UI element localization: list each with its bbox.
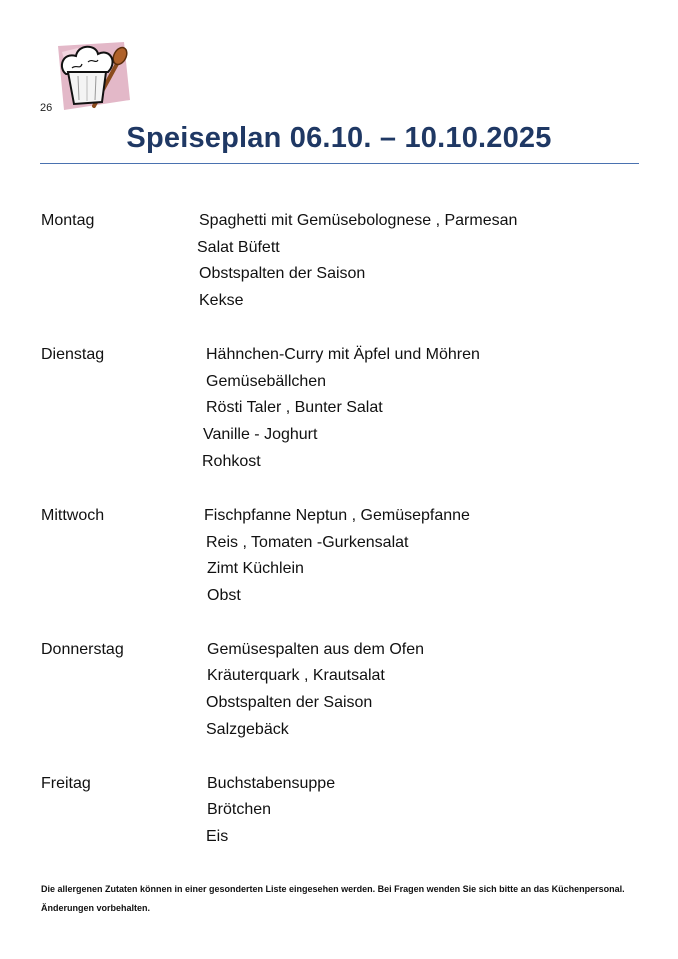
menu-item: Zimt Küchlein (207, 560, 304, 577)
menu-item: Vanille - Joghurt (203, 426, 318, 443)
day-label-mittwoch: Mittwoch (41, 507, 105, 524)
day-label-freitag: Freitag (41, 775, 91, 792)
menu-item: Rösti Taler , Bunter Salat (206, 399, 383, 416)
day-label-donnerstag: Donnerstag (41, 641, 124, 658)
menu-item: Salzgebäck (206, 721, 289, 738)
menu-item: Gemüsebällchen (206, 373, 327, 390)
menu-item: Hähnchen-Curry mit Äpfel und Möhren (206, 346, 480, 363)
menu-item: Kekse (199, 292, 244, 309)
menu-item: Gemüsespalten aus dem Ofen (207, 641, 425, 658)
menu-item: Rohkost (202, 453, 261, 470)
menu-item: Obstspalten der Saison (206, 694, 373, 711)
menu-item: Reis , Tomaten -Gurkensalat (206, 534, 409, 551)
menu-item: Obstspalten der Saison (199, 265, 366, 282)
menu-item: Spaghetti mit Gemüsebolognese , Parmesan (199, 212, 518, 229)
chef-hat-spoon-icon (52, 40, 132, 112)
day-label-montag: Montag (41, 212, 95, 229)
menu-item: Buchstabensuppe (207, 775, 336, 792)
changes-note: Änderungen vorbehalten. (41, 903, 151, 913)
menu-item: Salat Büfett (197, 239, 280, 256)
page-title: Speiseplan 06.10. – 10.10.2025 (126, 122, 552, 154)
page-number: 26 (40, 102, 53, 114)
allergen-note: Die allergenen Zutaten können in einer gesonderten Liste eingesehen werden. Bei Fragen wenden Sie sich bitte an das Küchenpersonal. (41, 884, 625, 894)
menu-item: Kräuterquark , Krautsalat (207, 667, 385, 684)
title-divider (40, 163, 639, 164)
day-label-dienstag: Dienstag (41, 346, 105, 363)
menu-item: Eis (206, 828, 229, 845)
menu-item: Obst (207, 587, 241, 604)
menu-item: Fischpfanne Neptun , Gemüsepfanne (204, 507, 470, 524)
menu-item: Brötchen (207, 801, 272, 818)
